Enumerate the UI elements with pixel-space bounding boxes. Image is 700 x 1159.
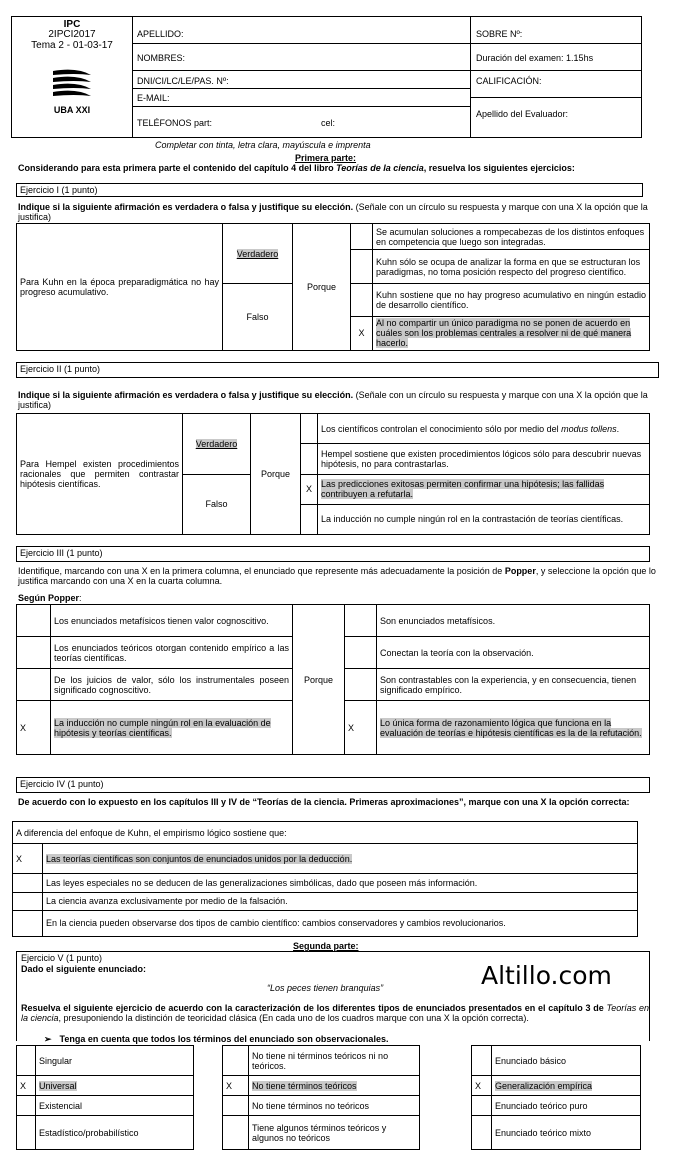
duracion-text: Duración del examen: 1.15hs — [476, 53, 594, 63]
ex3-left-1: Los enunciados teóricos otorgan contenido empírico a las teorías científicas. — [51, 637, 293, 669]
ex5-c3-mark-0[interactable] — [472, 1046, 492, 1076]
ex5-c1-mark-0[interactable] — [17, 1046, 36, 1076]
ex5-table-3 — [471, 1045, 641, 1150]
header-left-cell — [12, 17, 133, 137]
ex3-right-3 — [377, 701, 650, 755]
evaluador-field[interactable]: Apellido del Evaluador: — [476, 109, 569, 119]
ex5-c3-2: Enunciado teórico puro — [492, 1096, 641, 1116]
ex1-option-3-text: Al no compartir un único paradigma no se ponen de acuerdo en cuáles son los problemas centrales a resolver ni de qué manera hacerlo. — [376, 318, 632, 349]
logo-text: UBA XXI — [53, 105, 91, 115]
uba-logo-icon — [47, 65, 97, 103]
ex3-segun-label: Según Popper — [18, 593, 80, 603]
telefonos-field[interactable]: TELÉFONOS part: — [137, 118, 213, 128]
ex5-given: Dado el siguiente enunciado: — [21, 964, 147, 974]
ex2-instr-bold: Indique si la siguiente afirmación es verdadera o falsa y justifique su elección. — [18, 390, 354, 400]
ex4-option-1: Las leyes especiales no se deducen de las generalizaciones simbólicas, dado que poseen más información. — [43, 874, 638, 892]
ex5-c2-mark-3[interactable] — [223, 1116, 249, 1150]
ex4-mark-0[interactable]: X — [13, 844, 43, 874]
nombres-field[interactable]: NOMBRES: — [137, 53, 186, 63]
ex2-option-3: La inducción no cumple ningún rol en la contrastación de teorías científicas. — [318, 504, 650, 534]
ex2-opt1-c: . — [616, 423, 620, 434]
ex3-left-3-text: La inducción no cumple ningún rol en la evaluación de hipótesis y teorías científicas. — [54, 717, 271, 738]
ex1-mark-1[interactable] — [351, 250, 373, 284]
ex2-opt1-a: Los científicos controlan el conocimiento sólo por medio del — [321, 423, 562, 434]
ex5-c1-2: Existencial — [36, 1096, 194, 1116]
ex3-because: Porque — [293, 605, 345, 755]
bullet-icon: ➢ — [44, 1034, 52, 1044]
ex4-option-3: En la ciencia pueden observarse dos tipos de cambio científico: cambios conservadores y cambios revolucionarios. — [43, 910, 638, 936]
header-right-cell — [471, 17, 641, 137]
ex4-mark-2[interactable] — [13, 892, 43, 910]
part1-intro-book: Teorías de la ciencia — [336, 163, 424, 173]
ex4-instructions: De acuerdo con lo expuesto en los capítulos III y IV de “Teorías de la ciencia. Primeras aproximaciones”, marque con una X la opción correcta: — [18, 797, 630, 807]
ex5-c1-0: Singular — [36, 1046, 194, 1076]
ex2-table — [16, 413, 650, 535]
part2-title: Segunda parte: — [293, 941, 359, 951]
ex5-box — [16, 951, 650, 1044]
ex5-c1-1 — [36, 1076, 194, 1096]
instructions-text: Completar con tinta, letra clara, mayúscula e imprenta — [155, 140, 371, 150]
cel-field[interactable]: cel: — [321, 118, 336, 128]
ex2-mark-3[interactable] — [301, 504, 318, 534]
ex5-c1-mark-1[interactable]: X — [17, 1076, 36, 1096]
ex2-option-2-text: Las predicciones exitosas permiten confirmar una hipótesis; las fallidas contribuyen a refutarla. — [321, 479, 605, 500]
ex3-segun-colon: : — [79, 593, 82, 603]
ex5-table-1 — [16, 1045, 194, 1150]
ex1-option-0: Se acumulan soluciones a rompecabezas de los distintos enfoques en competencia que luego son integradas. — [373, 224, 650, 250]
ex5-c2-2: No tiene términos no teóricos — [249, 1096, 420, 1116]
ex3-instr-a: Identifique, marcando con una X en la primera columna, el enunciado que represente más adecuadamente la posición de — [18, 566, 505, 576]
ex3-right-1: Conectan la teoría con la observación. — [377, 637, 650, 669]
ex3-left-mark-2[interactable] — [17, 669, 51, 701]
ex3-table — [16, 604, 650, 755]
ex5-c3-mark-3[interactable] — [472, 1116, 492, 1150]
ex1-statement: Para Kuhn en la época preparadigmática no hay progreso acumulativo. — [17, 224, 223, 351]
ex5-title: Ejercicio V (1 punto) — [21, 953, 103, 963]
ex5-instr-a: Resuelva el siguiente ejercicio de acuerdo con la caracterización de los diferentes tipos de enunciados presentados en el capítulo 3 de — [21, 1003, 607, 1013]
ex5-instr-d: (En cada uno de los cuadros marque con una X la opción correcta). — [259, 1013, 529, 1023]
ex1-mark-3[interactable]: X — [351, 316, 373, 350]
ex2-title: Ejercicio II (1 punto) — [16, 362, 659, 378]
ipc-label: IPC — [63, 19, 81, 30]
ex2-option-0 — [318, 414, 650, 444]
ex1-option-2: Kuhn sostiene que no hay progreso acumulativo en ningún estadio de desarrollo científico. — [373, 284, 650, 316]
part1-intro-a: Considerando para esta primera parte el contenido del capítulo 4 del libro — [18, 163, 337, 173]
ex5-quote: “Los peces tienen branquias” — [267, 983, 384, 993]
ex5-note — [44, 1034, 388, 1045]
ex4-option-2: La ciencia avanza exclusivamente por medio de la falsación. — [43, 892, 638, 910]
ex3-instructions — [18, 566, 688, 586]
ex5-c1-1-text: Universal — [39, 1080, 77, 1091]
ex2-option-1: Hempel sostiene que existen procedimientos lógicos sólo para descubrir nuevas hipótesis, no para contrastarlas. — [318, 444, 650, 474]
ex5-instructions — [21, 1003, 649, 1023]
ex3-left-mark-3[interactable]: X — [17, 701, 51, 755]
ex4-mark-1[interactable] — [13, 874, 43, 892]
ex4-title: Ejercicio IV (1 punto) — [16, 777, 650, 793]
ex4-lead: A diferencia del enfoque de Kuhn, el empirismo lógico sostiene que: — [13, 822, 638, 844]
ex3-segun — [18, 593, 82, 603]
ex5-note-text: Tenga en cuenta que todos los términos del enunciado son observacionales. — [59, 1034, 389, 1044]
sobre-field[interactable]: SOBRE Nº: — [476, 29, 523, 39]
ex5-c2-mark-2[interactable] — [223, 1096, 249, 1116]
dni-field[interactable]: DNI/CI/LC/LE/PAS. Nº: — [137, 76, 229, 86]
ex3-left-mark-0[interactable] — [17, 605, 51, 637]
ex3-right-mark-2[interactable] — [345, 669, 377, 701]
ex5-c3-3: Enunciado teórico mixto — [492, 1116, 641, 1150]
ex5-c3-1 — [492, 1076, 641, 1096]
ex1-option-1: Kuhn sólo se ocupa de analizar la forma en que se estructuran los paradigmas, no toma posición respecto del progreso científico. — [373, 250, 650, 284]
ex1-instr-rest: (Señale con un círculo su respuesta y marque con una X la opción que la justifica) — [18, 202, 648, 222]
ex3-right-mark-3[interactable]: X — [345, 701, 377, 755]
ex1-true[interactable] — [223, 224, 293, 284]
ex2-instructions — [18, 390, 683, 410]
ex1-title: Ejercicio I (1 punto) — [16, 183, 643, 197]
part1-intro-c: , resuelva los siguientes ejercicios: — [423, 163, 575, 173]
ex2-because: Porque — [251, 414, 301, 535]
exam-code: 2IPCI2017 — [48, 29, 96, 40]
ex1-mark-0[interactable] — [351, 224, 373, 250]
ex3-left-mark-1[interactable] — [17, 637, 51, 669]
ex2-true[interactable] — [183, 414, 251, 475]
ex3-right-3-text: Lo única forma de razonamiento lógica que funciona en la evaluación de teorías e hipótesis científicas es la de la refutación. — [380, 717, 642, 738]
ex4-mark-3[interactable] — [13, 910, 43, 936]
ex3-instr-popper: Popper — [504, 566, 536, 576]
watermark-logo: Altillo.com — [481, 961, 612, 990]
ex3-left-3 — [51, 701, 293, 755]
ex4-option-0-text: Las teorías científicas son conjuntos de enunciados unidos por la deducción. — [46, 853, 353, 864]
ex5-c2-1-text: No tiene términos teóricos — [252, 1080, 357, 1091]
ex1-mark-2[interactable] — [351, 284, 373, 316]
ex5-c3-0: Enunciado básico — [492, 1046, 641, 1076]
ex2-option-2 — [318, 474, 650, 504]
ex5-c3-mark-2[interactable] — [472, 1096, 492, 1116]
ex1-because: Porque — [293, 224, 351, 351]
ex5-instr-book: Teorías en la ciencia — [21, 1003, 649, 1023]
ex1-option-3 — [373, 316, 650, 350]
ex2-opt1-modus: modus tollens — [561, 423, 617, 434]
ex5-c3-1-text: Generalización empírica — [495, 1080, 593, 1091]
ex5-c1-3: Estadístico/probabilístico — [36, 1116, 194, 1150]
ex5-table-2 — [222, 1045, 420, 1150]
ex3-left-0: Los enunciados metafísicos tienen valor cognoscitivo. — [51, 605, 293, 637]
ex1-instr-bold: Indique si la siguiente afirmación es verdadera o falsa y justifique su elección. — [18, 202, 354, 212]
email-field[interactable]: E-MAIL: — [137, 93, 170, 103]
ex5-c2-3: Tiene algunos términos teóricos y algunos no teóricos — [249, 1116, 420, 1150]
ex1-table — [16, 223, 650, 351]
calificacion-field[interactable]: CALIFICACIÓN: — [476, 76, 542, 86]
ex5-c2-mark-1[interactable]: X — [223, 1076, 249, 1096]
ex3-right-2: Son contrastables con la experiencia, y en consecuencia, tienen significado empírico. — [377, 669, 650, 701]
part1-title: Primera parte: — [295, 153, 357, 163]
header-mid-cell — [133, 17, 471, 137]
ex5-instr-c: , presuponiendo la distinción de teoricidad clásica — [58, 1013, 260, 1023]
ex3-left-2: De los juicios de valor, sólo los instrumentales poseen significado cognoscitivo. — [51, 669, 293, 701]
ex1-instructions — [18, 202, 683, 222]
ex5-c3-mark-1[interactable]: X — [472, 1076, 492, 1096]
ex4-table — [12, 821, 638, 937]
ex2-mark-2[interactable]: X — [301, 474, 318, 504]
ex2-statement: Para Hempel existen procedimientos racionales que permiten contrastar hipótesis científicas. — [17, 414, 183, 535]
ex3-title: Ejercicio III (1 punto) — [16, 546, 650, 562]
ex5-c2-0: No tiene ni términos teóricos ni no teóricos. — [249, 1046, 420, 1076]
header-box — [11, 16, 642, 138]
ex2-true-label: Verdadero — [195, 438, 238, 449]
ex2-instr-rest: (Señale con un círculo su respuesta y marque con una X la opción que la justifica) — [18, 390, 648, 410]
ex1-true-label: Verdadero — [236, 248, 279, 259]
ex3-instr-c: , y seleccione la opción que lo justifica marcando con una X en la cuarta columna. — [18, 566, 656, 586]
ex3-right-0: Son enunciados metafísicos. — [377, 605, 650, 637]
ex5-c2-mark-0[interactable] — [223, 1046, 249, 1076]
exam-tema: Tema 2 - 01-03-17 — [31, 40, 113, 51]
ex4-option-0 — [43, 844, 638, 874]
ex5-c2-1 — [249, 1076, 420, 1096]
ex5-c1-mark-2[interactable] — [17, 1096, 36, 1116]
ex1-false[interactable]: Falso — [223, 284, 293, 351]
ex2-false[interactable]: Falso — [183, 474, 251, 535]
apellido-field[interactable]: APELLIDO: — [137, 29, 184, 39]
ex3-right-mark-0[interactable] — [345, 605, 377, 637]
part1-intro — [18, 163, 575, 173]
ex3-right-mark-1[interactable] — [345, 637, 377, 669]
ex2-mark-0[interactable] — [301, 414, 318, 444]
ex5-c1-mark-3[interactable] — [17, 1116, 36, 1150]
ex2-mark-1[interactable] — [301, 444, 318, 474]
